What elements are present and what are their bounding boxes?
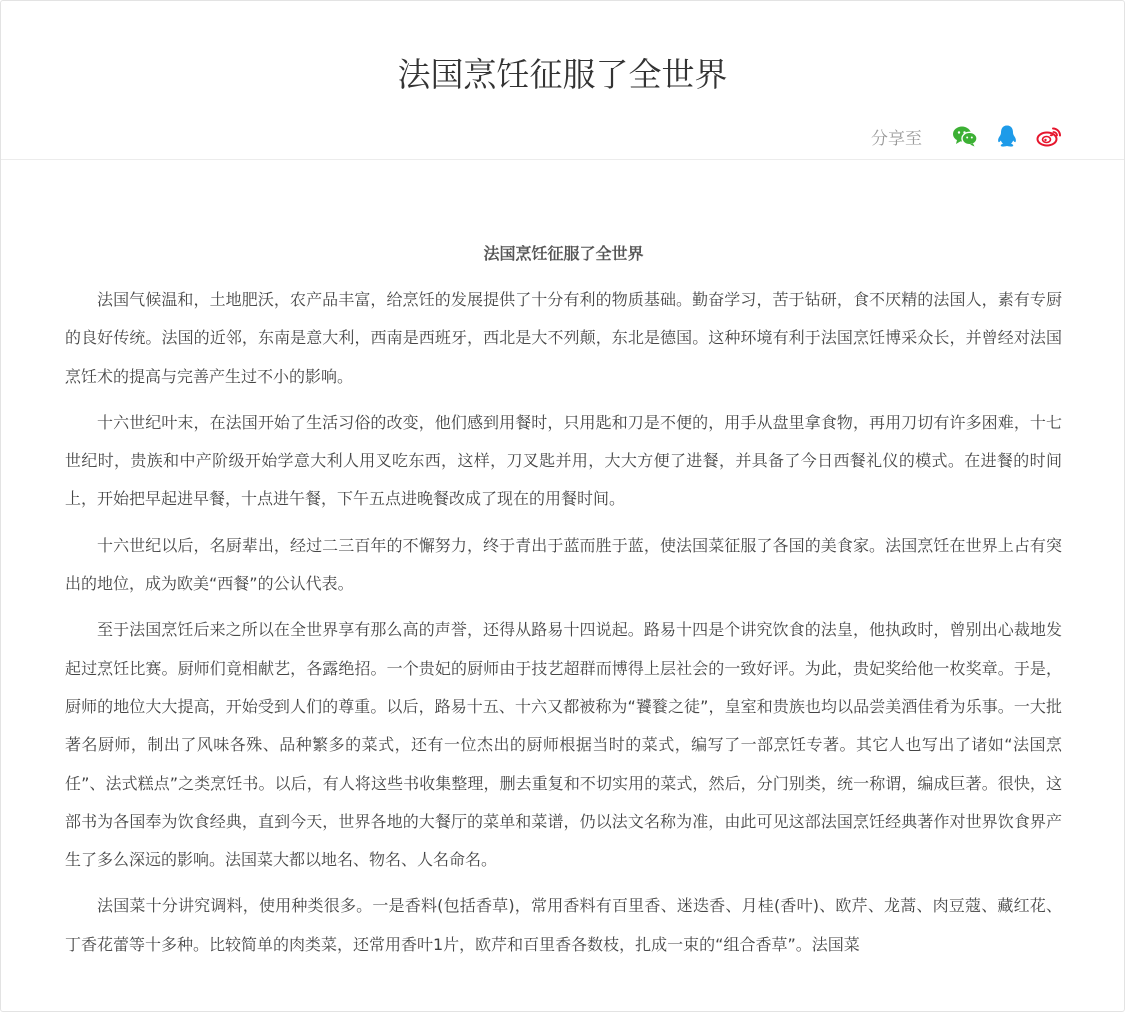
article-content	[65, 239, 1062, 972]
article-paragraph: 法国菜十分讲究调料，使用种类很多。一是香料(包括香草)，常用香料有百里香、迷迭香、月桂(香叶)、欧芹、龙蒿、肉豆蔻、藏红花、丁香花蕾等十多种。比较简单的肉类菜，还常用香叶1片，欧芹和百里香各数枝，扎成一束的“组合香草”。法国菜	[65, 896, 1062, 954]
article-paragraph: 十六世纪以后，名厨辈出，经过二三百年的不懈努力，终于青出于蓝而胜于蓝，使法国菜征服了各国的美食家。法国烹饪在世界上占有突出的地位，成为欧美“西餐”的公认代表。	[65, 535, 1062, 594]
share-bar	[871, 121, 1062, 151]
qq-icon[interactable]	[994, 124, 1020, 148]
article-paragraph: 法国气候温和，土地肥沃，农产品丰富，给烹饪的发展提供了十分有利的物质基础。勤奋学习，苦于钻研，食不厌精的法国人，素有专厨的良好传统。法国的近邻，东南是意大利，西南是西班牙，西北是大不列颠，东北是德国。这种环境有利于法国烹饪博采众长，并曾经对法国烹饪术的提高与完善产生过不小的影响。	[65, 290, 1062, 386]
page-header	[1, 1, 1124, 160]
article-heading: 法国烹饪征服了全世界	[483, 244, 644, 263]
article-paragraph: 十六世纪叶末，在法国开始了生活习俗的改变，他们感到用餐时，只用匙和刀是不便的，用手从盘里拿食物，再用刀切有许多困难，十七世纪时，贵族和中产阶级开始学意大利人用叉吃东西，这样，刀叉匙并用，大大方便了进餐，并具备了今日西餐礼仪的模式。在进餐的时间上，开始把早起进早餐，十点进午餐，下午五点进晚餐改成了现在的用餐时间。	[65, 412, 1062, 509]
share-label: 分享至	[871, 128, 922, 149]
page-title: 法国烹饪征服了全世界	[397, 55, 728, 94]
weibo-icon[interactable]	[1036, 124, 1062, 148]
article-paragraph: 至于法国烹饪后来之所以在全世界享有那么高的声誉，还得从路易十四说起。路易十四是个讲究饮食的法皇，他执政时，曾别出心裁地发起过烹饪比赛。厨师们竟相献艺，各露绝招。一个贵妃的厨师由于技艺超群而博得上层社会的一致好评。为此，贵妃奖给他一枚奖章。于是，厨师的地位大大提高，开始受到人们的尊重。以后，路易十五、十六又都被称为“饕餮之徒”，皇室和贵族也均以品尝美酒佳肴为乐事。一大批著名厨师，制出了风味各殊、品种繁多的菜式，还有一位杰出的厨师根据当时的菜式，编写了一部烹饪专著。其它人也写出了诸如“法国烹任”、法式糕点”之类烹饪书。以后，有人将这些书收集整理，删去重复和不切实用的菜式，然后，分门别类，统一称谓，编成巨著。很快，这部书为各国奉为饮食经典，直到今天，世界各地的大餐厅的菜单和菜谱，仍以法文名称为准，由此可见这部法国烹饪经典著作对世界饮食界产生了多么深远的影响。法国菜大都以地名、物名、人名命名。	[65, 620, 1062, 870]
wechat-icon[interactable]	[952, 124, 978, 148]
